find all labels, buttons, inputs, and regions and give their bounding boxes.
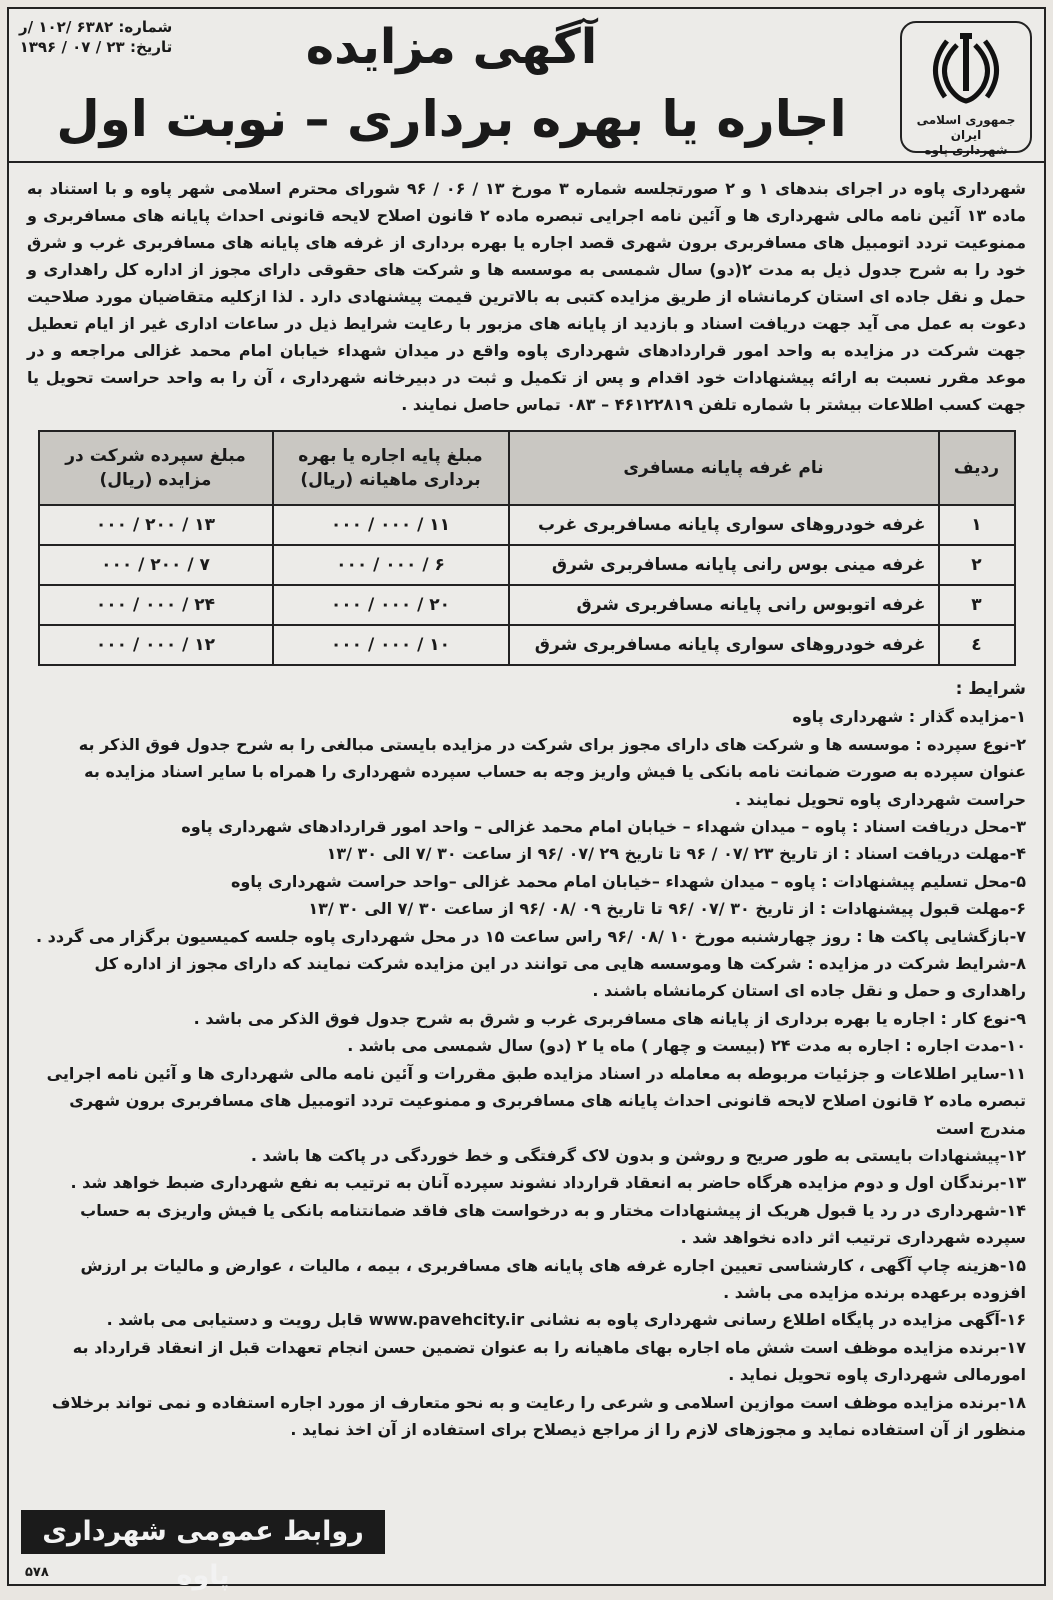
condition-item: ۳-محل دریافت اسناد : پاوه – میدان شهداء – خیابان امام محمد غزالی – واحد امور قراردادهای شهرداری پاوه	[181, 817, 1026, 837]
condition-item: ۱۲-پیشنهادات بایستی به طور صریح و روشن و بدون لاک گرفتگی و خط خوردگی در پاکت ها باشد .	[250, 1145, 1026, 1165]
row-number: ۳	[939, 585, 1015, 625]
col-row-header: ردیف	[939, 431, 1015, 505]
condition-item: ۸-شرایط شرکت در مزایده : شرکت ها وموسسه هایی می توانند در این مزایده شرکت نمایند که دارای مجوز از اداره کل راهداری و حمل و نقل جاده ای استان کرمانشاه باشند .	[94, 954, 1026, 1001]
table-row	[39, 545, 1015, 585]
condition-item: ۱۰-مدت اجاره : اجاره به مدت ۲۴ (بیست و چهار ) ماه یا ۲ (دو) سال شمسی می باشد .	[347, 1036, 1026, 1056]
col-name-header: نام غرفه پایانه مسافری	[509, 431, 939, 505]
conditions-heading: شرایط :	[955, 679, 1026, 699]
emblem-municipality: شهرداری پاوه	[924, 143, 1008, 157]
row-number: ٤	[939, 625, 1015, 665]
condition-item: ۱-مزایده گذار : شهرداری پاوه	[792, 707, 1026, 727]
condition-item: ۶-مهلت قبول پیشنهادات : از تاریخ ۳۰ /۰۷ /۹۶ تا تاریخ ۰۹ /۰۸ /۹۶ از ساعت ۳۰ /۷ الی ۳۰ /۱۳	[308, 899, 1026, 919]
booths-table	[38, 430, 1016, 666]
condition-item: ۴-مهلت دریافت اسناد : از تاریخ ۲۳ /۰۷ / ۹۶ تا تاریخ ۲۹ /۰۷ /۹۶ از ساعت ۳۰ /۷ الی ۳۰ /۱۳	[326, 844, 1026, 864]
title-line1: آگهی مزایده	[305, 19, 598, 75]
row-number: ۱	[939, 505, 1015, 545]
base-amount: ۶ / ۰۰۰ / ۰۰۰	[273, 545, 509, 585]
public-relations-footer: روابط عمومی شهرداری پاوه	[21, 1510, 385, 1554]
condition-item: ۵-محل تسلیم پیشنهادات : پاوه – میدان شهداء –خیابان امام محمد غزالی –واحد حراست شهرداری پاوه	[230, 871, 1026, 891]
table-row	[39, 505, 1015, 545]
notice-meta	[19, 17, 172, 57]
deposit-amount: ۱۲ / ۰۰۰ / ۰۰۰	[39, 625, 273, 665]
condition-item: ۱۳-برندگان اول و دوم مزایده هرگاه حاضر به انعقاد قرارداد نشوند سپرده آنان به ترتیب به نفع شهرداری ضبط خواهد شد .	[70, 1173, 1026, 1193]
booth-name: غرفه اتوبوس رانی پایانه مسافربری شرق	[509, 585, 939, 625]
condition-item: ۲-نوع سپرده : موسسه ها و شرکت های دارای مجوز برای شرکت در مزایده بایستی مبالغی را به شرح جدول فوق الذکر به عنوان سپرده به صورت ضمانت نامه بانکی یا فیش واریز وجه به حساب سپرده شهرداری را همراه با سایر اسناد مزایده به حراست شهرداری پاوه تحویل نمایند .	[78, 734, 1026, 809]
col-deposit-header: مبلغ سپرده شرکت در مزایده (ریال)	[39, 431, 273, 505]
condition-item: ۹-نوع کار : اجاره یا بهره برداری از پایانه های مسافربری غرب و شرق به شرح جدول فوق الذکر می باشد .	[193, 1008, 1026, 1028]
condition-item: ۱۶-آگهی مزایده در پایگاه اطلاع رسانی شهرداری پاوه به نشانی www.pavehcity.ir قابل رویت و دستیابی می باشد .	[106, 1310, 1026, 1330]
title-line2: اجاره یا بهره برداری – نوبت اول	[56, 90, 847, 148]
deposit-amount: ۷ / ۲۰۰ / ۰۰۰	[39, 545, 273, 585]
notice-header	[9, 9, 1044, 163]
condition-item: ۷-بازگشایی پاکت ها : روز چهارشنبه مورخ ۱۰ /۰۸ /۹۶ راس ساعت ۱۵ در محل شهرداری پاوه جلسه کمیسیون برگزار می گردد .	[35, 926, 1026, 946]
booth-name: غرفه خودروهای سواری پایانه مسافربری غرب	[509, 505, 939, 545]
table-row	[39, 625, 1015, 665]
deposit-amount: ۱۳ / ۲۰۰ / ۰۰۰	[39, 505, 273, 545]
table-row	[39, 585, 1015, 625]
condition-item: ۱۵-هزینه چاپ آگهی ، کارشناسی تعیین اجاره غرفه های پایانه های مسافربری ، بیمه ، مالیات ، عوارض و مالیات بر ارزش افزوده برعهده برنده مزایده می باشد .	[80, 1255, 1026, 1302]
booth-name: غرفه مینی بوس رانی پایانه مسافربری شرق	[509, 545, 939, 585]
condition-item: ۱۸-برنده مزایده موظف است موازین اسلامی و شرعی را رعایت و به نحو متعارف از مورد اجاره استفاده و نمی تواند برخلاف منظور از آن استفاده نماید و مجوزهای لازم را از مراجع ذیصلاح برای استفاده از آن اخذ نماید .	[51, 1392, 1026, 1439]
booth-name: غرفه خودروهای سواری پایانه مسافربری شرق	[509, 625, 939, 665]
condition-item: ۱۷-برنده مزایده موظف است شش ماه اجاره بهای ماهیانه را به عنوان تضمین حسن انجام تعهدات قبل از انعقاد قرارداد به امورمالی شهرداری پاوه تحویل نماید .	[72, 1337, 1026, 1385]
emblem-country: جمهوری اسلامی ایران	[916, 113, 1016, 142]
conditions-section	[9, 666, 1044, 1443]
base-amount: ۱۰ / ۰۰۰ / ۰۰۰	[273, 625, 509, 665]
intro-paragraph: شهرداری پاوه در اجرای بندهای ۱ و ۲ صورتجلسه شماره ۳ مورخ ۱۳ / ۰۶ / ۹۶ شورای محترم اسلامی شهر پاوه و با استناد به ماده ۱۳ آئین نامه مالی شهرداری ها و آئین نامه اجرایی تبصره ماده ۲ قانون اصلاح لایحه قانونی احداث پایانه های مسافربری و ممنوعیت تردد اتومبیل های مسافربری برون شهری قصد اجاره یا بهره برداری از غرفه های پایانه های مسافربری غرب و شرق خود را به شرح جدول ذیل به مدت ۲(دو) سال شمسی به موسسه ها و شرکت های حقوقی دارای مجوز از اداره کل راهداری و حمل و نقل جاده ای استان کرمانشاه از طریق مزایده کتبی به بالاترین قیمت پیشنهادی دارد . لذا ازکلیه متقاضیان مورد صلاحیت دعوت به عمل می آید جهت دریافت اسناد و بازدید از پایانه های مزبور با رعایت شرایط ذیل در ساعات اداری غیر از ایام تعطیل جهت شرکت در مزایده به واحد امور قراردادهای شهرداری پاوه واقع در میدان شهداء خیابان امام محمد غزالی مراجعه و در موعد مقرر نسبت به ارائه پیشنهادات خود اقدام و پس از تکمیل و ثبت در دبیرخانه شهرداری ، آن را به واحد حراست تحویل یا جهت کسب اطلاعات بیشتر با شماره تلفن ۴۶۱۲۲۸۱۹ – ۰۸۳ تماس حاصل نمایند .	[27, 179, 1027, 414]
page-number: ۵۷۸	[25, 1565, 49, 1580]
base-amount: ۱۱ / ۰۰۰ / ۰۰۰	[273, 505, 509, 545]
emblem-box	[900, 21, 1032, 157]
iran-emblem-icon	[927, 31, 1005, 111]
auction-notice	[7, 7, 1046, 1591]
base-amount: ۲۰ / ۰۰۰ / ۰۰۰	[273, 585, 509, 625]
condition-item: ۱۱-سایر اطلاعات و جزئیات مربوطه به معامله در اسناد مزایده طبق مقررات و آئین نامه مالی شهرداری ها و آئین نامه اجرایی تبصره ماده ۲ قانون اصلاح لایحه قانونی احداث پایانه های مسافربری و ممنوعیت تردد اتومبیل های مسافربری برون شهری مندرج است	[46, 1063, 1026, 1138]
notice-number: شماره: ۶۳۸۲ /۱۰۲ /ر	[19, 18, 173, 36]
notice-date: تاریخ: ۲۳ / ۰۷ / ۱۳۹۶	[19, 38, 173, 56]
deposit-amount: ۲۴ / ۰۰۰ / ۰۰۰	[39, 585, 273, 625]
table-header-row	[39, 431, 1015, 505]
row-number: ۲	[939, 545, 1015, 585]
condition-item: ۱۴-شهرداری در رد یا قبول هریک از پیشنهادات مختار و به درخواست های فاقد ضمانتنامه بانکی یا فیش واریزی به حساب سپرده شهرداری ترتیب اثر داده نخواهد شد .	[80, 1200, 1026, 1248]
col-base-header: مبلغ پایه اجاره یا بهره برداری ماهیانه (ریال)	[273, 431, 509, 505]
